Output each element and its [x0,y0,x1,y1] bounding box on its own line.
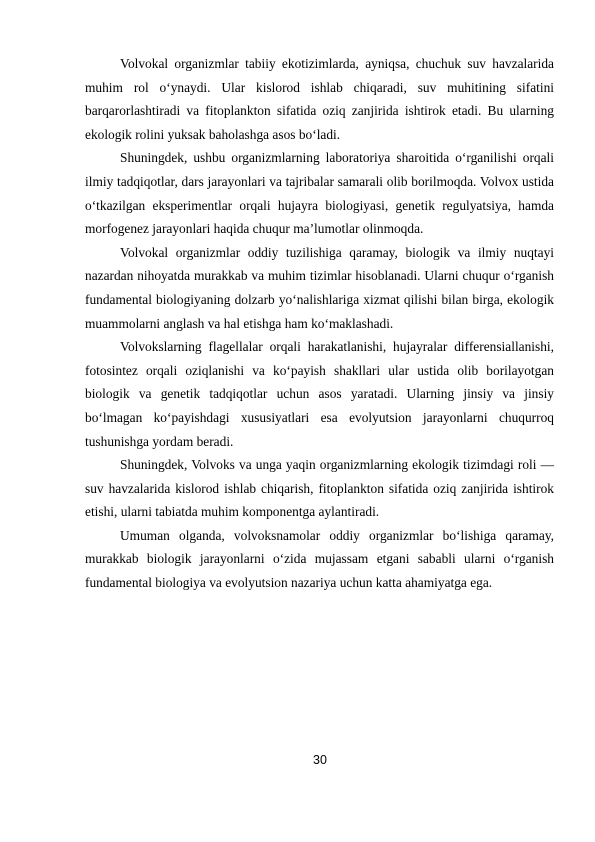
text-body [85,52,554,595]
paragraph-complex-systems: Volvokal organizmlar oddiy tuzilishiga qaramay, biologik va ilmiy nuqtayi nazardan nihoyatda murakkab va muhim tizimlar hisoblanadi. Ularni chuqur o‘rganish fundamental biologiyaning dolzarb yo‘nalishlariga xizmat qilishi bilan birga, ekologik muammolarni anglash va hal etishga ham ko‘maklashadi. [85,244,554,331]
page-number: 30 [313,753,327,767]
paragraph-movement-reproduction: Volvokslarning flagellalar orqali harakatlanishi, hujayralar differensiallanishi, fotosintez orqali oziqlanishi va ko‘payish shakllari ular ustida olib borilayotgan biologik va genetik tadqiqotlar uchun asos yaratadi. Ularning jinsiy va jinsiy bo‘lmagan ko‘payishdagi xususiyatlari esa evolyutsion jarayonlarni chuqurroq tushunishga yordam beradi. [85,339,554,449]
paragraph-conclusion: Umuman olganda, volvoksnamolar oddiy organizmlar bo‘lishiga qaramay, murakkab biologik jarayonlarni o‘zida mujassam etgani sababli ularni o‘rganish fundamental biologiya va evolyutsion nazariya uchun katta ahamiyatga ega. [85,527,554,591]
paragraph-ecological-role: Volvokal organizmlar tabiiy ekotizimlarda, ayniqsa, chuchuk suv havzalarida muhim rol o‘ynaydi. Ular kislorod ishlab chiqaradi, suv muhitining sifatini barqarorlashtiradi va fitoplankton sifatida oziq zanjirida ishtirok etadi. Bu ularning ekologik rolini yuksak baholashga asos bo‘ladi. [85,56,554,142]
paragraph-laboratory-research: Shuningdek, ushbu organizmlarning laboratoriya sharoitida o‘rganilishi orqali ilmiy tadqiqotlar, dars jarayonlari va tajribalar samarali olib borilmoqda. Volvox ustida o‘tkazilgan eksperimentlar orqali hujayra biologiyasi, genetik regulyatsiya, hamda morfogenez jarayonlari haqida chuqur ma’lumotlar olinmoqda. [85,150,554,237]
paragraph-ecosystem-role: Shuningdek, Volvoks va unga yaqin organizmlarning ekologik tizimdagi roli — suv havzalarida kislorod ishlab chiqarish, fitoplankton sifatida oziq zanjirida ishtirok etishi, ularni tabiatda muhim komponentga aylantiradi. [85,457,554,520]
